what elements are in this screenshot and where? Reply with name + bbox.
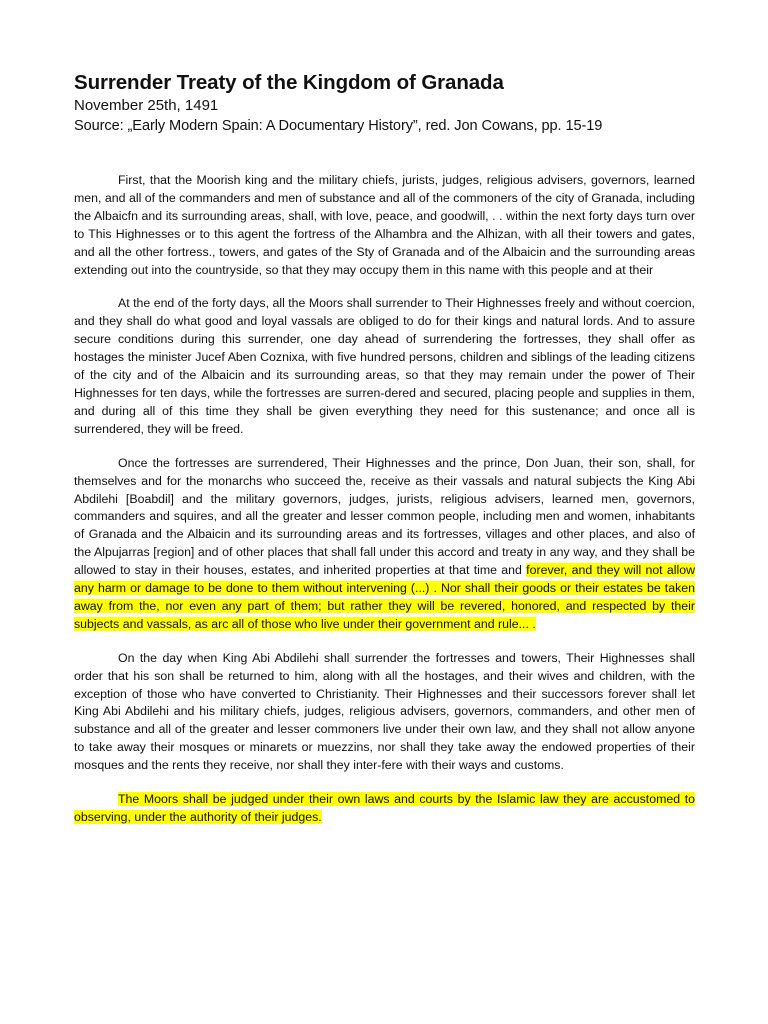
paragraph-text: At the end of the forty days, all the Moors shall surrender to Their Highnesses freely and without coercion, and they shall do what good and loyal vassals are obliged to do for their kings and natural lords. And to assure secure conditions during this surrender, one day ahead of surrendering the fortresses, they shall offer as hostages the minister Jucef Aben Coznixa, with five hundred persons, children and siblings of the leading citizens of the city and of the Albaicin and its surrounding areas, so that they may remain under the power of Their Highnesses for ten days, while the fortresses are surren-dered and secured, placing people and supplies in them, and during all of this time they shall be given everything they need for this sustenance; and once all is surrendered, they will be freed. (74, 296, 695, 436)
highlighted-text: The Moors shall be judged under their own laws and courts by the Islamic law they are accustomed to observing, under the authority of their judges. (74, 792, 695, 824)
paragraph-text: Once the fortresses are surrendered, Their Highnesses and the prince, Don Juan, their son, shall, for themselves and for the monarchs who succeed the, receive as their vassals and natural subjects the King Abi Abdilehi [Boabdil] and the military governors, judges, jurists, religious advisers, learned men, governors, commanders and squires, and all the greater and lesser common people, including men and women, inhabitants of Granada and the Albaicin and its surrounding areas and its fortresses, villages and other places, and also of the Alpujarras [region] and of other places that shall fall under this accord and treaty in any way, and they shall be allowed to stay in their houses, estates, and inherited properties at that time and (74, 455, 695, 578)
document-source: Source: „Early Modern Spain: A Documentary History”, red. Jon Cowans, pp. 15-19 (74, 118, 603, 134)
document-page (74, 70, 695, 843)
paragraph-text: First, that the Moorish king and the military chiefs, jurists, judges, religious advisers, governors, learned men, and all of the commanders and men of substance and all of the commoners of the city of Granada, including the Albaicfn and its surrounding areas, shall, with love, peace, and goodwill, . . within the next forty days turn over to This Highnesses or to this agent the fortress of the Alhambra and the Alhizan, with all their towers and gates, and all the other fortress., towers, and gates of the Sty of Granada and of the Albaicin and the surrounding areas extending out into the countryside, so that they may occupy them in this name with this people and at their (74, 173, 695, 277)
paragraph-2 (74, 295, 695, 438)
paragraph-5 (74, 791, 695, 827)
paragraph-text: On the day when King Abi Abdilehi shall surrender the fortresses and towers, Their Highnesses shall order that his son shall be returned to him, along with all the hostages, and their wives and children, with the exception of those who have converted to Christianity. Their Highnesses and their successors forever shall let King Abi Abdilehi and his military chiefs, judges, religious advisers, governors, commanders, and other men of substance and all of the greater and lesser commoners live under their own law, and they shall not allow anyone to take away their mosques or minarets or muezzins, nor shall they take away the endowed properties of their mosques and the rents they receive, nor shall they inter-fere with their ways and customs. (74, 650, 695, 773)
paragraph-4 (74, 650, 695, 775)
paragraph-3 (74, 455, 695, 634)
document-body (74, 172, 695, 827)
paragraph-1 (74, 172, 695, 279)
document-date: November 25th, 1491 (74, 97, 219, 114)
document-title: Surrender Treaty of the Kingdom of Granada (74, 71, 504, 94)
highlighted-text: forever, and they will not allow any harm or damage to be done to them without intervening (...) . Nor shall their goods or their estates be taken away from the, nor even any part of them; but rather they will be revered, honored, and respected by their subjects and vassals, as arc all of those who live under their government and rule... . (74, 563, 695, 631)
